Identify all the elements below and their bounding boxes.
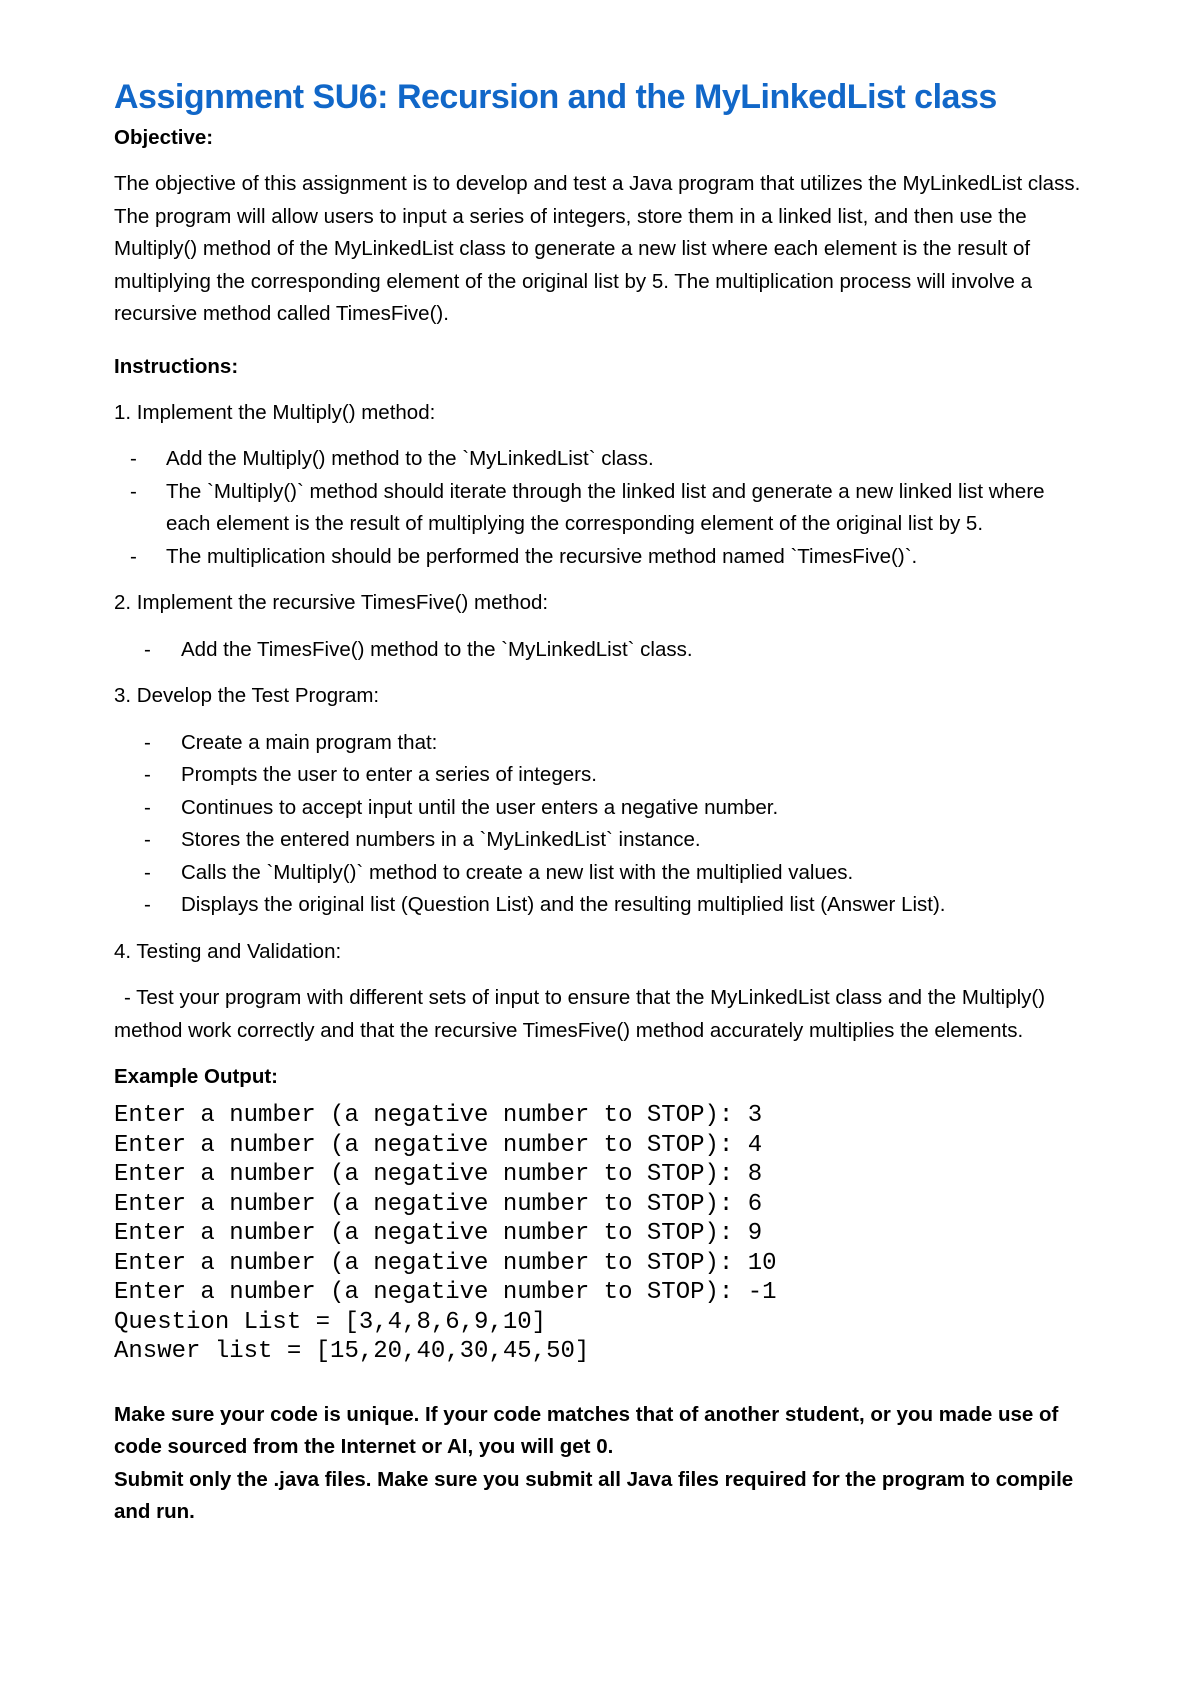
code-line: Enter a number (a negative number to STOP): 9 <box>114 1220 763 1247</box>
code-line: Enter a number (a negative number to STOP): 10 <box>114 1249 777 1277</box>
list-item: - The `Multiply()` method should iterate through the linked list and generate a new linked list where each element is the result of multiplying the corresponding element of the original list by 5. <box>130 479 1045 535</box>
list-item: - Add the Multiply() method to the `MyLinkedList` class. <box>130 447 654 470</box>
objective-text: The objective of this assignment is to develop and test a Java program that utilizes the MyLinkedList class. The program will allow users to input a series of integers, store them in a linked list, and then use the Multiply() method of the MyLinkedList class to generate a new list where each element is the result of multiplying the corresponding element of the original list by 5. The multiplication process will involve a recursive method called TimesFive(). <box>114 172 1081 325</box>
list-item: - The multiplication should be performed the recursive method named `TimesFive()`. <box>130 544 918 568</box>
step1-list <box>114 443 1089 573</box>
code-line: Enter a number (a negative number to STOP): 3 <box>114 1102 763 1129</box>
submission-notice: Submit only the .java files. Make sure you submit all Java files required for the program to compile and run. <box>114 1467 1074 1523</box>
step2-list <box>114 634 1089 667</box>
list-item: - Displays the original list (Question List) and the resulting multiplied list (Answer List). <box>144 893 946 916</box>
example-heading: Example Output: <box>114 1065 279 1088</box>
list-item: - Stores the entered numbers in a `MyLinkedList` instance. <box>144 828 701 851</box>
step1-title: 1. Implement the Multiply() method: <box>114 400 436 424</box>
objective-heading: Objective: <box>114 126 214 149</box>
step4-title: 4. Testing and Validation: <box>114 939 342 963</box>
list-item: - Continues to accept input until the user enters a negative number. <box>144 795 779 819</box>
code-line: Question List = [3,4,8,6,9,10] <box>114 1308 547 1336</box>
step3-list <box>114 727 1089 922</box>
document-title: Assignment SU6: Recursion and the MyLinkedList class <box>114 78 997 116</box>
code-line: Enter a number (a negative number to STOP): -1 <box>114 1279 777 1306</box>
code-line: Enter a number (a negative number to STOP): 8 <box>114 1161 763 1188</box>
list-item: - Create a main program that: <box>144 730 438 754</box>
code-line: Enter a number (a negative number to STOP): 4 <box>114 1131 763 1159</box>
list-item: - Add the TimesFive() method to the `MyLinkedList` class. <box>144 637 693 661</box>
instructions-heading: Instructions: <box>114 354 239 378</box>
list-item: - Prompts the user to enter a series of integers. <box>144 763 597 786</box>
code-line: Answer list = [15,20,40,30,45,50] <box>114 1338 590 1365</box>
code-line: Enter a number (a negative number to STOP): 6 <box>114 1190 763 1218</box>
step3-title: 3. Develop the Test Program: <box>114 684 380 707</box>
step2-title: 2. Implement the recursive TimesFive() method: <box>114 591 549 614</box>
uniqueness-notice: Make sure your code is unique. If your code matches that of another student, or you made use of code sourced from the Internet or AI, you will get 0. <box>114 1402 1059 1458</box>
document-content <box>114 76 1089 1529</box>
list-item: - Calls the `Multiply()` method to create a new list with the multiplied values. <box>144 860 854 884</box>
step4-text: - Test your program with different sets of input to ensure that the MyLinkedList class and the Multiply() method work correctly and that the recursive TimesFive() method accurately multiplies the elements. <box>114 986 1046 1042</box>
example-output-block <box>114 1101 1089 1367</box>
